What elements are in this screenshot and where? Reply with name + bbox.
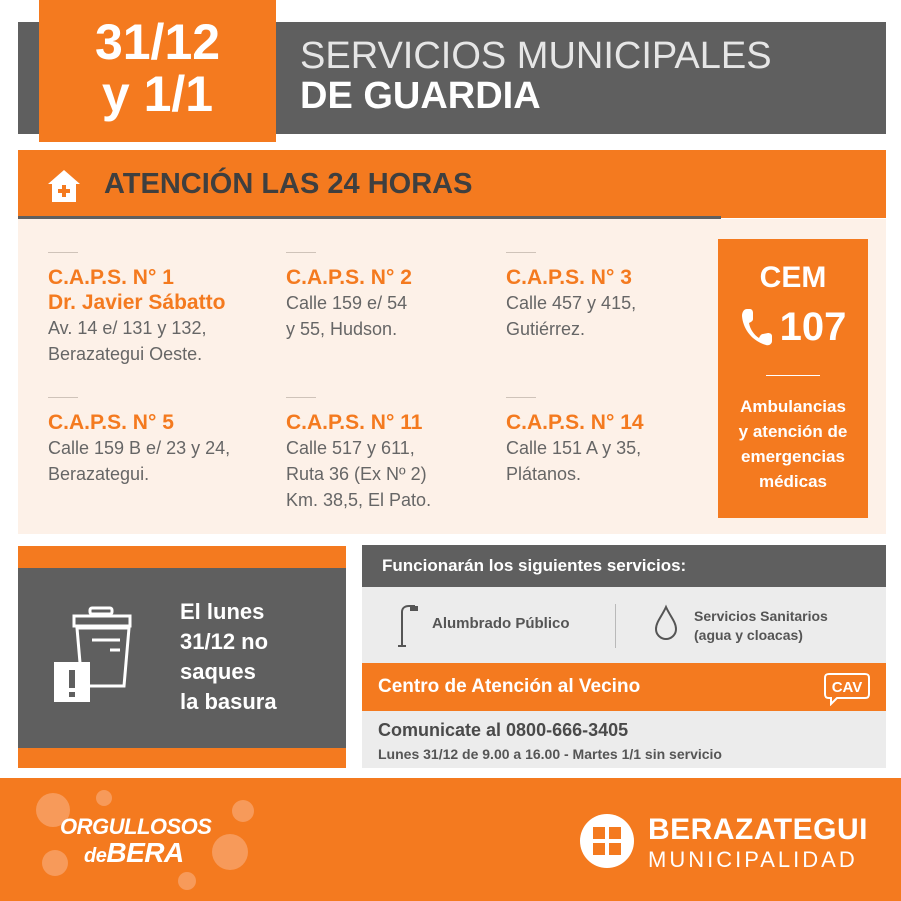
heart-bubble-icon <box>178 872 196 890</box>
cem-title: CEM <box>759 261 827 294</box>
caps-card-14 <box>506 397 721 487</box>
service-lighting: Alumbrado Público <box>432 615 570 632</box>
caps-address: Calle 159 e/ 54 <box>286 293 408 313</box>
date-line-1: 31/12 <box>94 14 221 70</box>
caps-divider <box>48 252 78 253</box>
trash-bin-warning-icon <box>52 606 142 706</box>
cem-number[interactable]: 107 <box>779 304 847 349</box>
garbage-line: 31/12 no <box>180 629 269 654</box>
caps-address: Calle 151 A y 35, <box>506 438 642 458</box>
caps-address: Berazategui. <box>48 464 150 484</box>
garbage-line: saques <box>180 659 256 684</box>
attention-title: ATENCIÓN LAS 24 HORAS <box>104 168 473 200</box>
caps-address: Plátanos. <box>506 464 582 484</box>
sanitation-line-2: (agua y cloacas) <box>694 627 803 643</box>
cem-emergency-box <box>718 239 868 518</box>
caps-name: C.A.P.S. N° 5 <box>48 411 174 434</box>
cem-desc-line: Ambulancias <box>740 397 846 416</box>
phone-icon <box>740 307 774 347</box>
caps-divider <box>286 397 316 398</box>
services-heading: Funcionarán los siguientes servicios: <box>362 545 886 587</box>
caps-name: C.A.P.S. N° 14 <box>506 411 644 434</box>
caps-address: Calle 457 y 415, <box>506 293 637 313</box>
cem-desc-line: médicas <box>758 472 828 491</box>
garbage-notice <box>180 597 277 717</box>
cem-description <box>718 394 868 494</box>
cem-desc-line: emergencias <box>741 447 845 466</box>
caps-address: Berazategui Oeste. <box>48 344 203 364</box>
caps-address: Km. 38,5, El Pato. <box>286 490 432 510</box>
page-title <box>300 36 772 116</box>
berazategui-brand <box>648 815 868 873</box>
garbage-line: la basura <box>180 689 277 714</box>
garbage-line: El lunes <box>180 599 265 624</box>
sanitation-line-1: Servicios Sanitarios <box>694 608 828 624</box>
contact-schedule: Lunes 31/12 de 9.00 a 16.00 - Martes 1/1 sin servicio <box>378 746 722 762</box>
heart-bubble-icon <box>96 790 112 806</box>
services-divider <box>615 604 616 648</box>
caps-address: Calle 159 B e/ 23 y 24, <box>48 438 231 458</box>
cem-divider <box>766 375 820 376</box>
slogan-de: de <box>84 845 107 867</box>
brand-name: BERAZATEGUI <box>648 813 868 846</box>
street-lamp-icon <box>395 604 419 648</box>
caps-divider <box>506 252 536 253</box>
caps-card-3 <box>506 252 721 342</box>
caps-divider <box>506 397 536 398</box>
caps-card-1 <box>48 252 263 367</box>
date-badge <box>39 0 276 142</box>
slogan-line-1: ORGULLOSOS <box>60 814 212 839</box>
cem-desc-line: y atención de <box>738 422 848 441</box>
caps-name: C.A.P.S. N° 2 <box>286 266 412 289</box>
cem-phone-row <box>718 303 868 351</box>
caps-address: Gutiérrez. <box>506 319 586 339</box>
health-house-icon <box>46 168 82 204</box>
date-line-2: y 1/1 <box>101 66 214 122</box>
caps-card-11 <box>286 397 501 513</box>
heart-bubble-icon <box>232 800 254 822</box>
title-line-2: DE GUARDIA <box>300 75 541 117</box>
caps-name: C.A.P.S. N° 1 <box>48 266 174 289</box>
municipal-seal-icon <box>580 814 634 868</box>
caps-card-5 <box>48 397 263 487</box>
caps-address: Ruta 36 (Ex Nº 2) <box>286 464 427 484</box>
water-drop-icon <box>653 604 679 642</box>
caps-address: Av. 14 e/ 131 y 132, <box>48 318 207 338</box>
cav-title: Centro de Atención al Vecino <box>378 676 641 697</box>
slogan-bera: BERA <box>106 837 184 868</box>
caps-address: Calle 517 y 611, <box>286 438 415 458</box>
caps-name: C.A.P.S. N° 3 <box>506 266 632 289</box>
caps-name: C.A.P.S. N° 11 <box>286 411 423 434</box>
caps-card-2 <box>286 252 501 342</box>
title-line-1: SERVICIOS MUNICIPALES <box>300 35 772 77</box>
thumbs-up-bubble-icon <box>212 834 248 870</box>
caps-doctor: Dr. Javier Sábatto <box>48 291 226 314</box>
cav-chat-badge-icon <box>823 672 871 706</box>
contact-phone[interactable]: Comunicate al 0800-666-3405 <box>378 720 629 740</box>
caps-divider <box>286 252 316 253</box>
service-sanitation <box>694 607 828 645</box>
cav-badge-text: CAV <box>831 679 863 696</box>
caps-address: y 55, Hudson. <box>286 319 398 339</box>
caps-divider <box>48 397 78 398</box>
brand-subtitle: MUNICIPALIDAD <box>648 847 858 872</box>
orgullosos-logo <box>60 814 211 869</box>
